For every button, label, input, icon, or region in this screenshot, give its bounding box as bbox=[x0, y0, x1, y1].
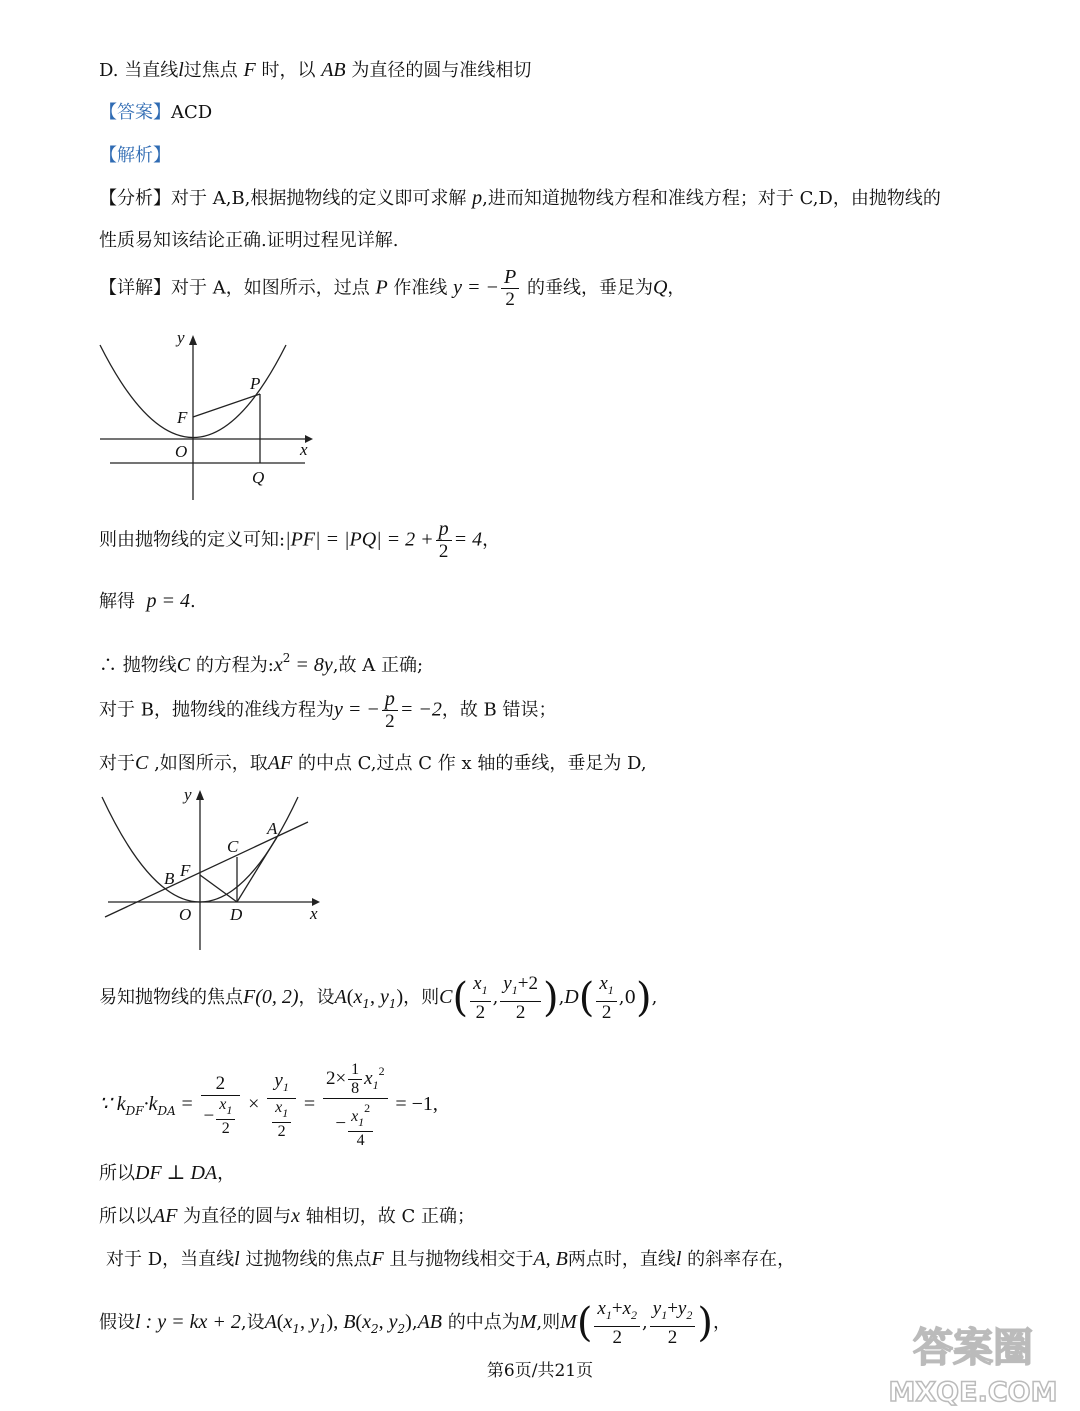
option-d: D. 当直线l过焦点 F 时，以 AB 为直径的圆与准线相切 bbox=[99, 59, 532, 81]
label-o: O bbox=[179, 905, 192, 924]
label-f: F bbox=[180, 861, 191, 880]
watermark-bottom: MXQE.COM bbox=[888, 1377, 1058, 1408]
segment-da bbox=[237, 837, 277, 902]
fraction: $\frac{P}{2}$ bbox=[501, 266, 519, 311]
answer-tag: 【答案】 bbox=[99, 102, 171, 123]
label-y: y bbox=[184, 785, 192, 804]
perpendicular-line: 所以DF ⊥ DA， bbox=[99, 1162, 236, 1184]
segment-fp bbox=[193, 394, 260, 417]
definition-line: 则由抛物线的定义可知:|PF| = |PQ| = 2 + $\frac{p}{2}$ = 4， bbox=[99, 518, 501, 562]
line-ab bbox=[105, 822, 308, 917]
fenxi-line: 【分析】对于 A,B,根据抛物线的定义即可求解 p,进而知道抛物线方程和准线方程；对于 C,D，由抛物线的 bbox=[99, 187, 941, 209]
label-p: P bbox=[250, 374, 261, 393]
assume-line: 假设l : y = kx + 2,设$A(x_1$, $y_1$), $B(x_2$, $y_2),AB$ 的中点为M,则M( $\frac{x_1+x_2}{2}$ , $\frac{y_1+y_2}{2}$ )， bbox=[99, 1297, 731, 1348]
label-a: A bbox=[267, 819, 278, 838]
xiangjie-line: 【详解】对于 A，如图所示，过点 P 作准线 y = − $\frac{P}{2}$ 的垂线，垂足为Q， bbox=[99, 266, 686, 310]
label-f: F bbox=[177, 408, 188, 427]
label-x: x bbox=[300, 440, 308, 459]
label-c: C bbox=[227, 837, 239, 856]
label-b: B bbox=[164, 869, 175, 888]
analysis-tag: 【解析】 bbox=[99, 145, 171, 166]
watermark-top: 答案圈 bbox=[913, 1325, 1033, 1371]
solve-line: 解得 p = 4. bbox=[99, 590, 196, 612]
label-q: Q bbox=[252, 468, 265, 487]
parabola-figure-2 bbox=[100, 782, 330, 952]
conclusion-a: ∴ 抛物线C 的方程为$:x^2 = 8y$,故 A 正确; bbox=[99, 651, 424, 676]
label-o: O bbox=[175, 442, 188, 461]
tangent-line: 所以以AF 为直径的圆与x 轴相切，故 C 正确； bbox=[99, 1205, 475, 1227]
label-x: x bbox=[310, 904, 318, 923]
slope-product-line: ∵ $k_{DF}\cdot k_{DA}$ = 2 − $\frac{x_1}{2}$ × $\frac{y_1}{\frac{x_1}{2}}$ = 2× $\frac{1}{8}$ $x_1^2$ − $\frac{x_1^2}{4}$ = −1, bbox=[99, 1061, 438, 1150]
page-footer: 第6页/共21页 bbox=[486, 1361, 594, 1381]
option-b-line: 对于 B，抛物线的准线方程为y = − $\frac{p}{2}$ = −2，故 B 错误； bbox=[99, 688, 557, 732]
parabola-figure-1 bbox=[95, 325, 325, 505]
answer-line bbox=[99, 100, 212, 126]
answer-value: ACD bbox=[171, 102, 213, 123]
focus-line: 易知抛物线的焦点F(0, 2)，设$A(x_1$, $y_1$)，则C( $\frac{x_1}{2}$ , $\frac{y_1+2}{2}$ ),D( $\frac{x_1}{2}$ ,0), bbox=[99, 972, 658, 1023]
watermark-logo bbox=[885, 1316, 1060, 1411]
label-d: D bbox=[230, 905, 243, 924]
option-d-line: 对于 D，当直线l 过抛物线的焦点F 且与抛物线相交于A, B两点时，直线l 的斜率存在， bbox=[106, 1248, 796, 1270]
option-c-line: 对于C ,如图所示，取AF 的中点 C,过点 C 作 x 轴的垂线，垂足为 D, bbox=[99, 752, 647, 774]
fenxi-line-2: 性质易知该结论正确.证明过程见详解. bbox=[99, 230, 399, 251]
label-y: y bbox=[177, 328, 185, 347]
